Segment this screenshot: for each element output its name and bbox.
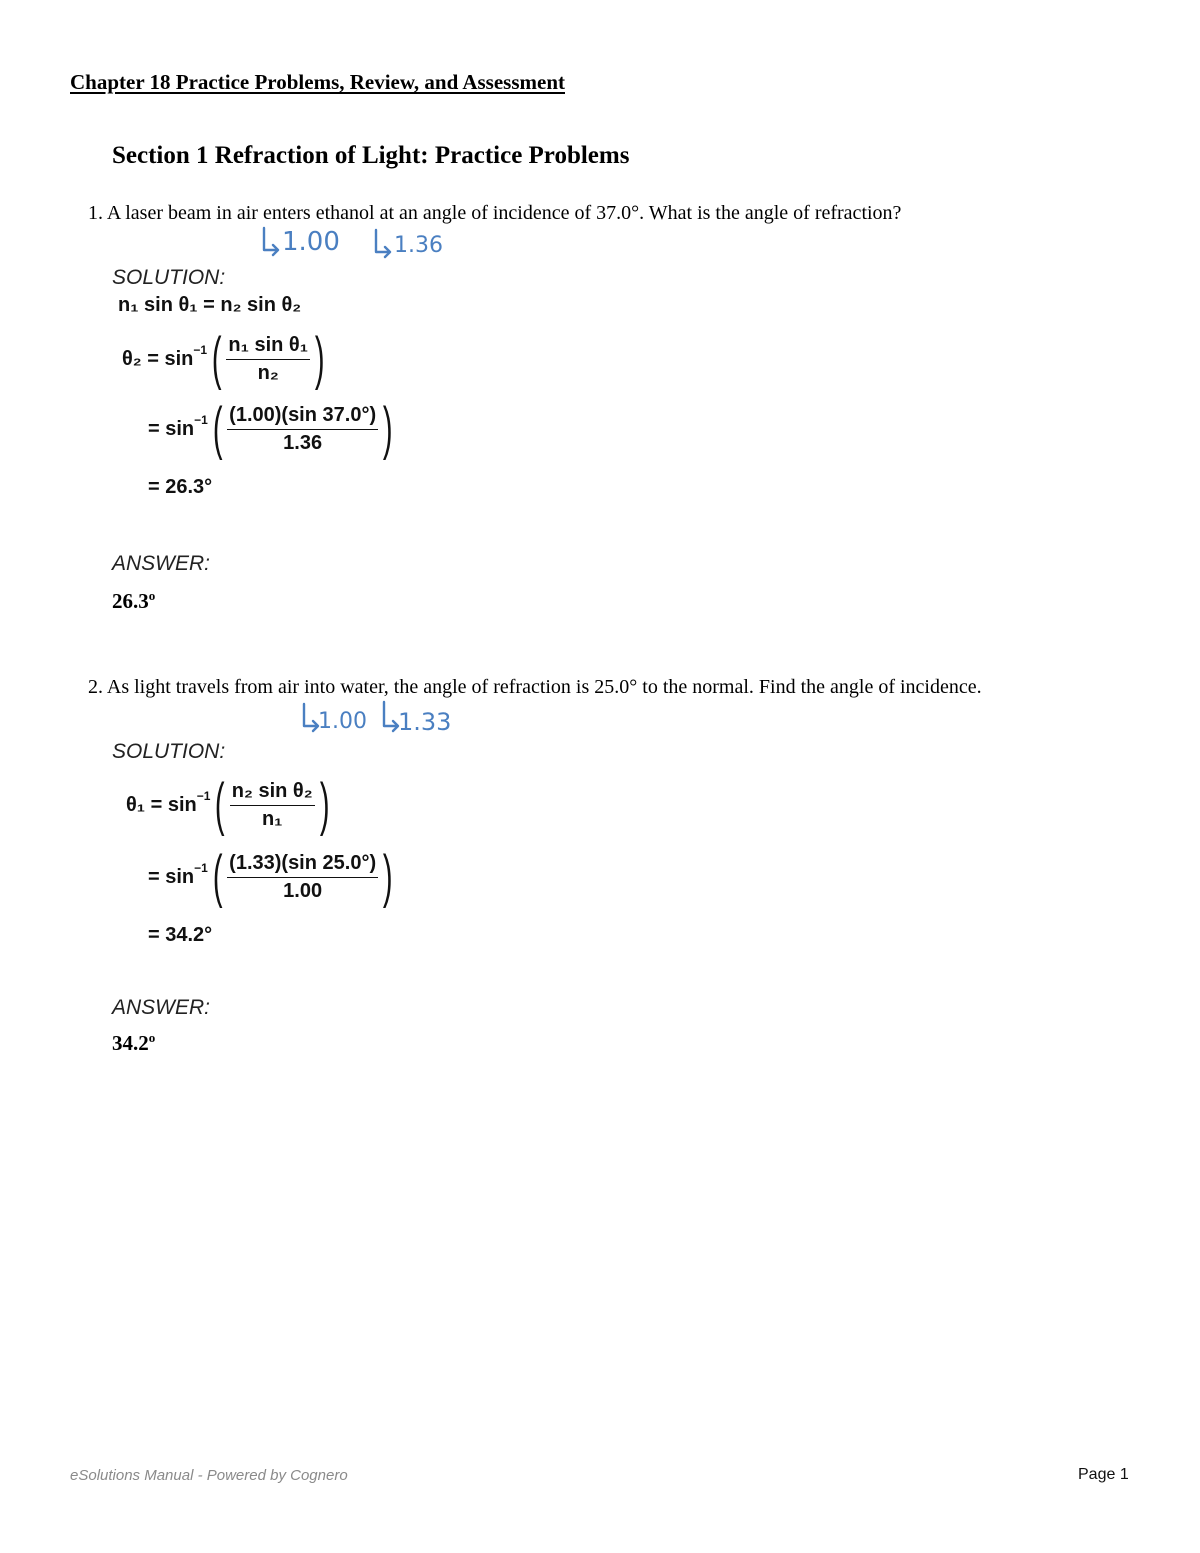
annotation-1a: 1.00 (282, 227, 340, 257)
page-number: Page 1 (1078, 1466, 1129, 1483)
theta2-lhs: θ₂ = sin (122, 347, 194, 370)
snell-law-equation: n₁ sin θ₁ = n₂ sin θ₂ (118, 294, 302, 316)
substitution-numerator-2: (1.33)(sin 25.0°) (227, 852, 378, 878)
theta1-lhs: θ₁ = sin (126, 793, 197, 816)
answer-label-2: ANSWER: (112, 996, 211, 1019)
theta1-expression: θ₁ = sin −1 ( $\frac{\text{n₂ sin θ₂}}{\text{n₁}}$ ) (126, 772, 330, 837)
solution-math-1 (112, 294, 452, 504)
answer-value-2 (112, 1030, 155, 1056)
solution-math-2 (112, 772, 452, 956)
solution-label-2: SOLUTION: (112, 740, 226, 763)
handwritten-annotation-2 (298, 700, 468, 740)
fraction-numerator-2: n₂ sin θ₂ (230, 780, 315, 806)
fraction-numerator: n₁ sin θ₁ (226, 334, 310, 360)
substitution-expression-2: = sin −1 ( $\frac{(1.33)(\sin 25.0^\circ)}{1.00}$ ) (148, 844, 393, 909)
substitution-prefix: = sin (148, 417, 195, 440)
answer-label-1: ANSWER: (112, 552, 211, 575)
footer-credit: eSolutions Manual - Powered by Cognero (70, 1467, 348, 1484)
fraction-denominator-2: n₁ (261, 807, 283, 830)
substitution-expression: = sin −1 ( $\frac{(1.00)(\sin 37.0^\circ)}{1.36}$ ) (148, 396, 393, 461)
annotation-2b: 1.33 (398, 708, 452, 736)
annotation-1b: 1.36 (394, 233, 443, 258)
answer-1-number: 26.3 (112, 589, 149, 613)
handwritten-annotation-1 (258, 224, 448, 260)
answer-1-degree: o (148, 588, 156, 603)
substitution-numerator: (1.00)(sin 37.0°) (227, 404, 378, 430)
result-2: = 34.2° (148, 924, 213, 946)
problem-1-text: 1. A laser beam in air enters ethanol at an angle of incidence of 37.0°. What is the angle of refraction? (88, 202, 902, 224)
theta2-expression: θ₂ = sin −1 ( $\frac{\text{n₁ sin θ₁}}{\text{n₂}}$ ) (122, 326, 325, 391)
section-heading: Section 1 Refraction of Light: Practice Problems (112, 142, 630, 169)
annotation-2a: 1.00 (318, 709, 367, 734)
substitution-denominator: 1.36 (283, 431, 323, 454)
solution-label-1: SOLUTION: (112, 266, 226, 289)
result-1: = 26.3° (148, 476, 213, 498)
chapter-title: Chapter 18 Practice Problems, Review, and Assessment (70, 70, 565, 94)
substitution-denominator-2: 1.00 (283, 879, 323, 902)
answer-2-degree: o (148, 1030, 156, 1045)
substitution-prefix-2: = sin (148, 865, 195, 888)
fraction-denominator: n₂ (257, 361, 279, 384)
answer-2-number: 34.2 (112, 1031, 149, 1055)
answer-value-1 (112, 588, 155, 614)
problem-2-text: 2. As light travels from air into water, the angle of refraction is 25.0° to the normal. Find the angle of incidence. (88, 676, 982, 698)
